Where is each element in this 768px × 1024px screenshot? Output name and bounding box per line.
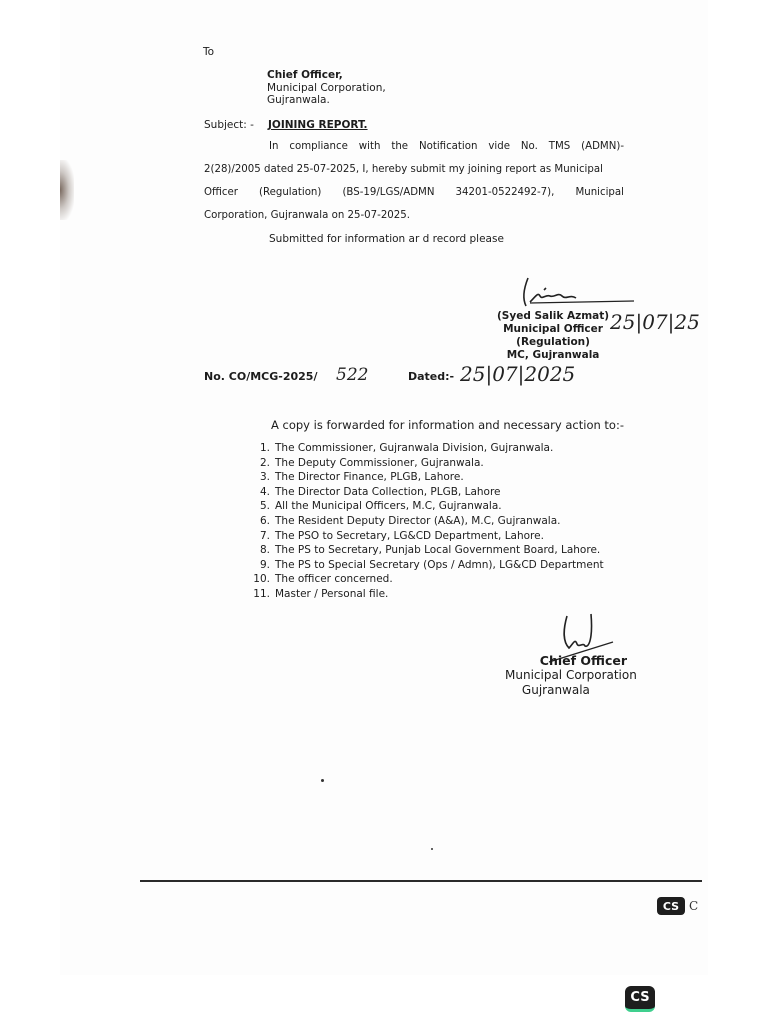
word: (BS-19/LGS/ADMN xyxy=(342,187,435,198)
subject-text: JOINING REPORT. xyxy=(268,119,368,131)
copy-forward-intro: A copy is forwarded for information and necessary action to:- xyxy=(271,418,624,432)
body-line-1 xyxy=(204,135,624,158)
signatory-office: MC, Gujranwala xyxy=(506,349,600,361)
dated-handwritten: 25|07|2025 xyxy=(460,362,576,386)
list-item xyxy=(248,587,604,602)
camscanner-badge: CS xyxy=(657,897,685,915)
camscanner-trail: C xyxy=(689,899,699,913)
list-number: 11. xyxy=(253,587,270,600)
list-text: Master / Personal file. xyxy=(275,587,389,600)
list-number: 9. xyxy=(259,558,270,571)
list-text: The Deputy Commissioner, Gujranwala. xyxy=(275,456,484,469)
recipient-line1: Municipal Corporation, xyxy=(267,82,386,94)
list-number: 6. xyxy=(259,514,270,527)
word: Notification xyxy=(418,141,478,152)
body-line-4 xyxy=(204,204,624,227)
list-item xyxy=(248,485,604,500)
list-item xyxy=(248,499,604,514)
word: compliance xyxy=(289,141,348,152)
scan-speck xyxy=(431,848,433,850)
signatory-wing: (Regulation) xyxy=(516,336,590,348)
list-number: 10. xyxy=(253,573,270,586)
body-line-2 xyxy=(204,158,624,181)
chief-officer-line1: Municipal Corporation xyxy=(505,668,637,682)
closing-line: Submitted for information ar d record please xyxy=(269,233,504,245)
scan-speck xyxy=(321,779,324,782)
signature-mark xyxy=(510,272,640,312)
word: (Regulation) xyxy=(259,187,322,198)
word: In xyxy=(269,141,279,152)
endorsement-number: 522 xyxy=(336,365,369,385)
list-number: 8. xyxy=(259,544,270,557)
body-line-3 xyxy=(204,181,624,204)
list-number: 2. xyxy=(259,456,270,469)
signatory-name: (Syed Salik Azmat) xyxy=(497,310,610,322)
list-item xyxy=(248,514,604,529)
list-text: The PS to Special Secretary (Ops / Admn), LG&CD Department xyxy=(275,558,604,571)
list-number: 7. xyxy=(259,529,270,542)
list-text: The PS to Secretary, Punjab Local Government Board, Lahore. xyxy=(275,544,601,557)
word: the xyxy=(391,141,409,152)
list-number: 1. xyxy=(259,442,270,454)
handwritten-date-1: 25|07|25 xyxy=(610,310,700,334)
dated-label: Dated:- xyxy=(408,370,455,383)
list-text: The Commissioner, Gujranwala Division, Gujranwala. xyxy=(275,442,554,454)
to-label: To xyxy=(203,46,215,58)
list-item xyxy=(248,456,604,471)
signatory-designation: Municipal Officer xyxy=(503,323,603,335)
word: (ADMN)- xyxy=(581,141,624,152)
chief-officer-line2: Gujranwala xyxy=(521,683,590,697)
chief-officer-block xyxy=(505,653,637,698)
recipient-line2: Gujranwala. xyxy=(267,94,330,106)
list-item xyxy=(248,470,604,485)
chief-officer-title: Chief Officer xyxy=(539,653,628,668)
word: vide xyxy=(488,141,510,152)
body-paragraph xyxy=(204,135,624,227)
scan-shadow xyxy=(60,160,74,220)
list-text: The PSO to Secretary, LG&CD Department, Lahore. xyxy=(275,529,544,542)
list-item xyxy=(248,529,604,544)
word: Officer xyxy=(204,187,238,198)
subject-label: Subject: - xyxy=(204,119,254,131)
footer-rule xyxy=(140,880,702,882)
word: Municipal xyxy=(575,187,624,198)
signatory-block xyxy=(497,310,609,362)
camscanner-app-icon[interactable]: CS xyxy=(625,986,655,1012)
list-text: The Director Finance, PLGB, Lahore. xyxy=(275,471,464,484)
word: TMS xyxy=(548,141,571,152)
list-number: 4. xyxy=(259,485,270,498)
list-number: 5. xyxy=(259,500,270,513)
distribution-list xyxy=(248,441,604,602)
list-item xyxy=(248,441,604,456)
list-text: The officer concerned. xyxy=(275,573,393,586)
list-text: All the Municipal Officers, M.C, Gujranwala. xyxy=(275,500,502,513)
line-text: Corporation, Gujranwala on 25-07-2025. xyxy=(204,210,410,221)
list-item xyxy=(248,543,604,558)
line-text: 2(28)/2005 dated 25-07-2025, I, hereby submit my joining report as Municipal xyxy=(204,164,603,175)
recipient-title: Chief Officer, xyxy=(267,69,343,81)
list-item xyxy=(248,572,604,587)
endorsement-number-label: No. CO/MCG-2025/ xyxy=(204,370,318,383)
list-text: The Director Data Collection, PLGB, Lahore xyxy=(275,485,501,498)
list-number: 3. xyxy=(259,471,270,484)
word: 34201-0522492-7), xyxy=(455,187,555,198)
list-text: The Resident Deputy Director (A&A), M.C, Gujranwala. xyxy=(275,514,561,527)
list-item xyxy=(248,558,604,573)
word: No. xyxy=(520,141,538,152)
word: with xyxy=(358,141,381,152)
